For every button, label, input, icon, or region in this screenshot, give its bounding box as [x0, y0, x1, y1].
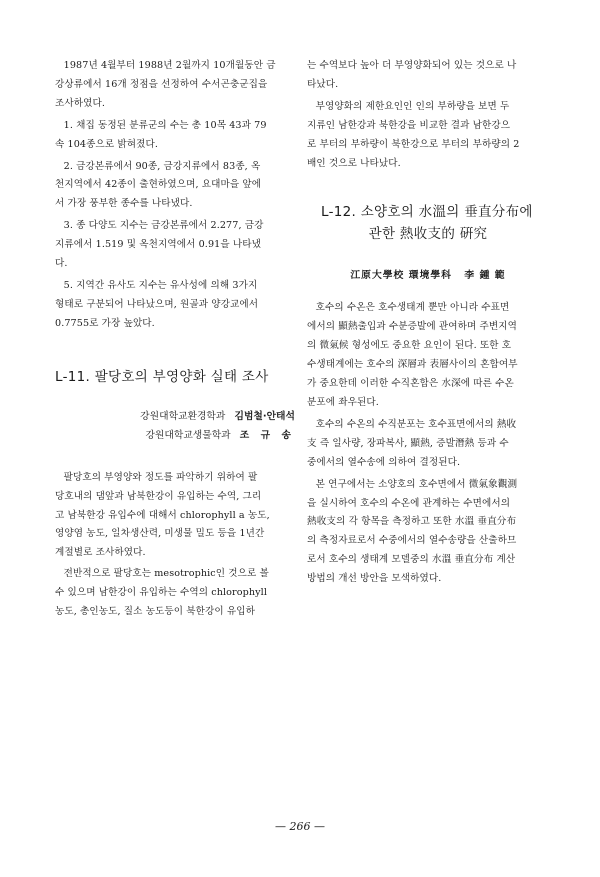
result-item-1: 1. 채집 동정된 분류군의 수는 총 10목 43과 79 속 104종으로 밝혀졌다. [55, 119, 267, 150]
result-item-5: 5. 지역간 유사도 지수는 유사성에 의해 3가지 형태로 구분되어 나타났으며, 원골과 양강교에서 0.7755로 가장 높았다. [55, 279, 259, 329]
section-title-l12-line2: 관한 熱收支的 硏究 [368, 226, 488, 243]
affiliation-l12: 江原大學校 環境學科 [350, 270, 452, 282]
left-column [55, 57, 295, 622]
authors-2: 조 규 송 [239, 429, 295, 441]
section-title-l11: L-11. 팔당호의 부영양화 실태 조사 [55, 368, 269, 385]
load-paragraph: 부영양화의 제한요인인 인의 부하량을 보면 두 지류인 남한강과 북한강을 비교한 결과 남한강으 로 부터의 부하량이 북한강으로 부터의 부하량의 2 배인 것으로 나타났다. [307, 100, 520, 169]
body-paragraph-1: 팔당호의 부영양와 정도를 파악하기 위하여 팔 당호내의 댐앞과 남북한강이 유입하는 수역, 그리 고 남북한강 유입수에 대해서 chlorophyll a 농도, 영양염 농도, 일차생산력, 미생물 밀도 등을 1년간 계절별로 조사하였다. [55, 471, 270, 559]
affiliation-1: 강원대학교환경학과 [140, 410, 226, 422]
intro-paragraph: 1987년 4월부터 1988년 2월까지 10개월동안 금 강상류에서 16개 정점을 선정하여 수서곤충군집을 조사하였다. [55, 60, 276, 109]
affiliation-line-1 [55, 407, 295, 426]
section-title-l12-line1: L-12. 소양호의 水溫의 垂直分布에 [321, 204, 533, 221]
page-number: — 266 — [275, 820, 325, 833]
affiliation-line-l12 [307, 266, 549, 285]
result-item-3: 3. 종 다양도 지수는 금강본류에서 2.277, 금강 지류에서 1.519 및 옥천지역에서 0.91을 나타냈 다. [55, 220, 264, 270]
right-column [307, 57, 549, 589]
author-l12: 李 鍾 範 [464, 270, 506, 282]
body-paragraph-l12-1: 호수의 수온은 호수생태계 뿐만 아니라 수표면 에서의 顯熱출입과 수분증발에 관여하며 주변지역 의 微氣候 형성에도 중요한 요인이 된다. 또한 호 수생태계에는 호수의 深層과 表層사이의 혼합여부 가 중요한데 이러한 수직혼합은 水深에 따른 수온 분포에 좌우된다. [307, 302, 518, 408]
affiliation-block [55, 407, 295, 445]
body-paragraph-2: 전반적으로 팔당호는 mesotrophic인 것으로 볼 수 있으며 남한강이 유입하는 수역의 chlorophyll 농도, 총인농도, 질소 농도등이 북한강이 유입하 [55, 568, 269, 618]
body-paragraph-l12-2: 호수의 수온의 수직분포는 호수표면에서의 熱收 支 즉 일사량, 장파복사, 顯熱, 증발潛熱 등과 수 중에서의 열수송에 의하여 결정된다. [307, 418, 517, 468]
authors-1: 김범철·안태석 [234, 410, 295, 422]
affiliation-line-2 [55, 426, 295, 445]
section-title-l12 [307, 203, 549, 244]
result-item-2: 2. 금강본류에서 90종, 금강지류에서 83종, 옥 천지역에서 42종이 출현하였으며, 요대마을 앞에 서 가장 풍부한 종수를 나타냈다. [55, 160, 262, 210]
affiliation-2: 강원대학교생물학과 [145, 429, 231, 441]
continued-paragraph: 는 수역보다 높아 더 부영양화되어 있는 것으로 나 타났다. [307, 60, 517, 90]
body-paragraph-l12-3: 본 연구에서는 소양호의 호수면에서 微氣象觀測 을 실시하여 호수의 수온에 관계하는 수면에서의 熱收支의 각 항목을 측정하고 또한 水溫 垂直分布 의 측정자료로서 수중에서의 열수송량을 산출하므 로서 호수의 생태계 모델중의 水溫 垂直分布 계산 방법의 개선 방안을 모색하였다. [307, 478, 518, 585]
